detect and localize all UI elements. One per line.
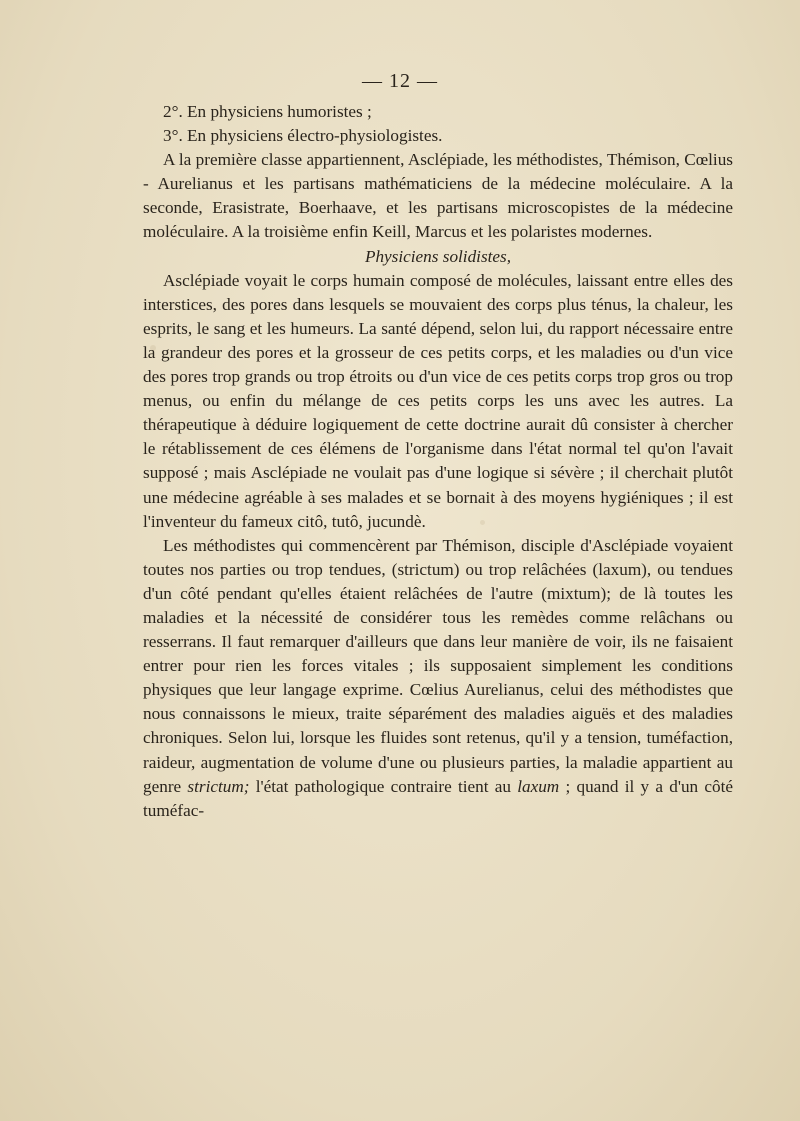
text-block [143,100,733,823]
paragraph-methodistes [143,534,733,823]
italic-term: strictum; [187,776,250,796]
paragraph-text: Les méthodistes qui commencèrent par Thémison, disciple d'Asclépiade voyaient toutes nos parties ou trop tendues, (strictum) ou trop relâchées (laxum), ou tendues d'un côté pendant qu'elles étaient relâchées de l'autre (mixtum); de là toutes les maladies et la nécessité de considérer tous les remèdes comme relâchans ou resserrans. Il faut remarquer d'ailleurs que dans leur manière de voir, ils ne faisaient entrer pour rien les forces vitales ; ils supposaient simplement les conditions physiques que leur langage exprime. Cœlius Aurelianus, celui des méthodistes que nous connaissons le mieux, traite séparément des maladies aiguës et des maladies chroniques. Selon lui, lorsque les fluides sont retenus, qu'il y a tension, tuméfaction, raideur, augmentation de volume d'une ou plusieurs parties, la maladie appartient au genre [143,535,733,796]
paragraph-asclepiade: Asclépiade voyait le corps humain composé de molécules, laissant entre elles des interstices, des pores dans lesquels se mouvaient des corps plus ténus, la chaleur, les esprits, le sang et les humeurs. La santé dépend, selon lui, du rapport nécessaire entre la grandeur des pores et la grosseur de ces petits corps, et les maladies ou d'un vice des pores trop grands ou trop étroits ou d'un vice de ces petits corps trop gros ou trop menus, ou enfin du mélange de ces petits corps les uns avec les autres. La thérapeutique à déduire logiquement de cette doctrine aurait dû consister à chercher le rétablissement de ces élémens de l'organisme dans l'état normal tel qu'on l'avait supposé ; mais Asclépiade ne voulait pas d'une logique si sévère ; il cherchait plutôt une médecine agréable à ses malades et se bornait à des moyens hygiéniques ; il est l'inventeur du fameux citô, tutô, jucundè. [143,270,733,531]
paragraph-text: l'état pathologique contraire tient au [249,776,518,796]
intro-paragraph: A la première classe appartiennent, Asclépiade, les méthodistes, Thémison, Cœlius - Aurelianus et les partisans mathématiciens de la médecine moléculaire. A la seconde, Erasistrate, Boerhaave, et les partisans microscopistes de la médecine moléculaire. A la troisième enfin Keill, Marcus et les polaristes modernes. [143,150,733,242]
page-number: — 12 — [362,70,438,92]
italic-term: laxum [517,776,560,796]
list-item: 3°. En physiciens électro-physiologistes. [163,126,443,146]
paragraph-text: ; quand il y a d'un côté tuméfac- [143,776,734,820]
list-item: 2°. En physiciens humoristes ; [163,102,372,121]
section-heading: Physiciens solidistes, [364,246,512,266]
